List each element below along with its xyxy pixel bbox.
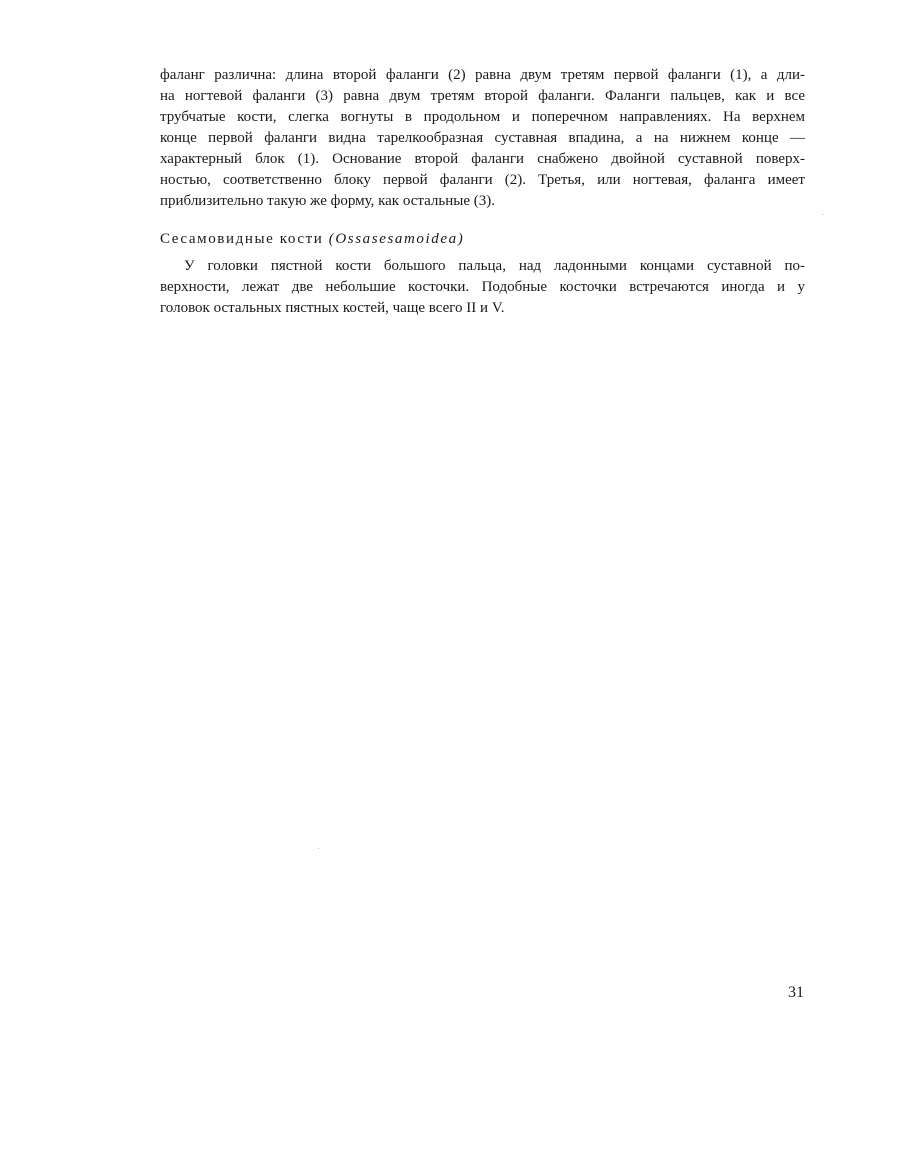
- section-heading-title: Сесамовидные кости: [160, 231, 324, 247]
- paragraph-sesamoid: [160, 256, 805, 319]
- scan-speck: [822, 214, 823, 215]
- paragraph-line: У головки пястной кости большого пальца, над ладонными концами суставной по-: [184, 258, 805, 274]
- paragraph-line: трубчатые кости, слегка вогнуты в продольном и поперечном направлениях. На верхнем: [160, 109, 805, 125]
- scan-speck: [318, 848, 319, 849]
- paragraph-line: на ногтевой фаланги (3) равна двум третям второй фаланги. Фаланги пальцев, как и все: [160, 88, 805, 104]
- page-number: 31: [788, 984, 804, 1001]
- paragraph-line: головок остальных пястных костей, чаще всего II и V.: [160, 300, 505, 316]
- section-heading-latin: (Ossasesamoidea): [328, 231, 465, 247]
- paragraph-line: характерный блок (1). Основание второй фаланги снабжено двойной суставной поверх-: [160, 151, 805, 167]
- paragraph-line: фаланг различна: длина второй фаланги (2) равна двум третям первой фаланги (1), а дли-: [160, 67, 805, 83]
- paragraph-line: конце первой фаланги видна тарелкообразная суставная впадина, а на нижнем конце —: [160, 130, 805, 146]
- section-heading: [160, 229, 464, 250]
- paragraph-phalanges: [160, 65, 805, 212]
- paragraph-line: верхности, лежат две небольшие косточки. Подобные косточки встречаются иногда и у: [160, 279, 805, 295]
- paragraph-line: ностью, соответственно блоку первой фаланги (2). Третья, или ногтевая, фаланга имеет: [160, 172, 805, 188]
- paragraph-line: приблизительно такую же форму, как остальные (3).: [160, 193, 495, 209]
